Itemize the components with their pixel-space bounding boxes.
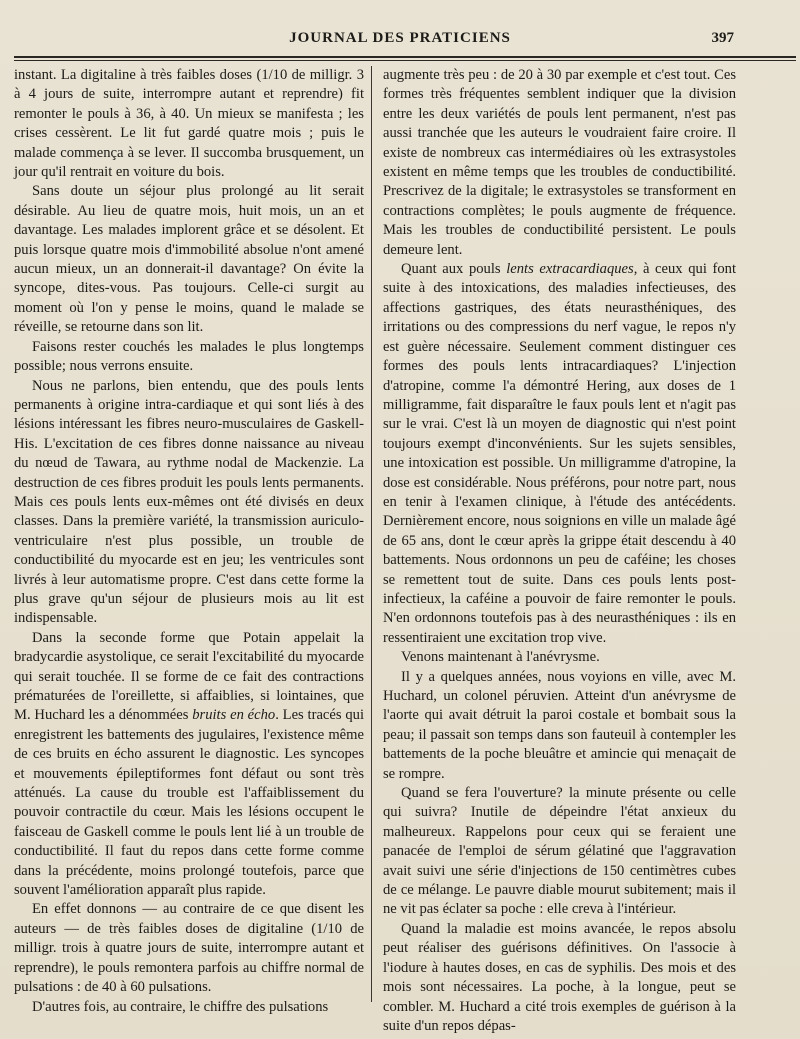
header-rule <box>14 56 796 58</box>
paragraph-text: . Les tracés qui enregistrent les battements des jugulaires, l'existence même de ces bruits en écho assurent le diagnostic. Les syncopes et mouvements épileptiformes font défaut ou sont très atténués. La cause du trouble est l'affaiblissement du pouvoir contractile du cœur. Mais les lésions occupent le faisceau de Gaskell comme le pouls lent lié à un trouble de conductibilité. Il faut du repos dans cette forme comme dans la précédente, moins prolongé toutefois, parce que souvent l'amélioration apparaît plus rapide. <box>14 707 364 899</box>
journal-title: JOURNAL DES PRATICIENS <box>289 30 511 46</box>
paragraph <box>383 784 736 920</box>
paragraph <box>14 377 364 629</box>
header-rule-thin <box>14 60 796 61</box>
paragraph-text: Quand se fera l'ouverture? la minute présente ou celle qui suivra? Inutile de dépeindre l'état anxieux du malheureux. Rappelons pour ceux qui se feraient une panacée de l'emploi de sérum gélatiné que l'aggravation avait suivi une série d'injections de 150 centimètres cubes de ce mélange. Le pauvre diable mourut subitement; mais il ne vit pas éclater sa poche : elle creva à l'intérieur. <box>383 785 736 918</box>
paragraph <box>14 182 364 337</box>
paragraph-text: augmente très peu : de 20 à 30 par exemple et c'est tout. Ces formes très fréquentes semblent indiquer que la division entre les deux variétés de pouls lent permanent, n'est pas aussi tranchée que les auteurs le voudraient faire croire. Il existe de nombreux cas intermédiaires où les extrasystoles existent en même temps que les troubles de conductibilité. Prescrivez de la digitale; le extrasystoles se transforment en contractions complètes; le pouls augmente de fréquence. Mais les troubles de conductibilité persistent. Le pouls demeure lent. <box>383 67 736 258</box>
paragraph-text: Quand la maladie est moins avancée, le repos absolu peut réaliser des guérisons définitives. On l'associe à l'iodure à hautes doses, en cas de syphilis. Des mois et des mois sont nécessaires. La poche, à la longue, peut se combler. M. Huchard a cité trois exemples de guérison à la suite d'un repos dépas- <box>383 920 736 1034</box>
page-number: 397 <box>711 30 734 46</box>
paragraph <box>14 66 364 182</box>
italic-term: bruits en écho <box>192 707 276 724</box>
paragraph-text: Sans doute un séjour plus prolongé au lit serait désirable. Au lieu de quatre mois, huit mois, un an et davantage. Les malades implorent grâce et se désolent. Et puis lorsque quatre mois d'immobilité absolue n'ont amené aucun mieux, un an donnerait-il davantage? On évite la syncope, dites-vous. Pas toujours. Celle-ci surgit au moment où l'on y pense le moins, quand le malade se réveille, se retourne dans son lit. <box>14 183 364 336</box>
right-column <box>383 66 736 1034</box>
paragraph-text: D'autres fois, au contraire, le chiffre des pulsations <box>32 998 329 1015</box>
paragraph <box>383 648 736 667</box>
paragraph <box>14 629 364 901</box>
paragraph <box>14 338 364 377</box>
paragraph <box>383 920 736 1036</box>
paragraph-text: Faisons rester couchés les malades le plus longtemps possible; nous verrons ensuite. <box>14 338 364 375</box>
paragraph-text: Il y a quelques années, nous voyions en ville, avec M. Huchard, un colonel péruvien. Atteint d'un anévrysme de l'aorte qui avait détruit la paroi costale et bombait sous la peau; il passait son temps dans son fauteuil à contempler les battements de la poche bleuâtre et amincie qui menaçait de se rompre. <box>383 668 736 782</box>
paragraph <box>383 66 736 260</box>
paragraph <box>14 998 364 1017</box>
left-column <box>14 66 364 1015</box>
paragraph-text: Venons maintenant à l'anévrysme. <box>401 649 600 666</box>
running-header <box>14 28 786 52</box>
paragraph <box>383 260 736 648</box>
paragraph <box>383 668 736 784</box>
column-divider <box>371 66 372 1002</box>
paragraph-text: En effet donnons — au contraire de ce que disent les auteurs — de très faibles doses de digitaline (1/10 de milligr. trois à quatre jours de suite, interrompre autant et reprendre), le pouls remontera parfois au chiffre normal de pulsations : de 40 à 60 pulsations. <box>14 901 364 996</box>
paragraph-text: , à ceux qui font suite à des intoxications, des maladies infectieuses, des affections gastriques, des états neurasthéniques, des irritations ou des compressions du nerf vague, le repos n'y est guère nécessaire. Seulement comment distinguer ces formes des pouls lents intracardiaques? L'injection d'atropine, comme l'a démontré Hering, aux doses de 1 milligramme, fait disparaître le faux pouls lent et n'agit pas sur le vrai. C'est là un moyen de diagnostic qui n'est point toujours exempt d'inconvénients. Sur les sujets sensibles, une intoxication est possible. Un milligramme d'atropine, la dose est considérable. Nous préférons, pour notre part, nous en tenir à l'examen clinique, à l'étude des antécédents. Dernièrement encore, nous soignions en ville un malade âgé de 65 ans, dont le cœur après la grippe était descendu à 40 battements. Nous ordonnons un peu de caféine; les choses se remettent tout de suite. Dans ces pouls lents post-infectieux, la caféine a pouvoir de faire remonter le pouls. N'en ordonnons toutefois pas à des neurasthéniques : ils en ressentiraient une excitation trop vive. <box>383 261 736 646</box>
paragraph-text: Dans la seconde forme que Potain appelait la bradycardie asystolique, ce serait l'excitabilité du myocarde qui serait touchée. Il se forme de ce fait des contractions prématurées de l'oreillette, si affaiblies, si lointaines, que M. Huchard les a dénommées <box>14 629 364 724</box>
paragraph-text: instant. La digitaline à très faibles doses (1/10 de milligr. 3 à 4 jours de suite, interrompre autant et reprendre) fit remonter le pouls à 36, à 40. Un mieux se manifesta ; les crises cessèrent. Le lit fut gardé quatre mois ; puis le malade commença à se lever. Il succomba brusquement, un jour qu'il rentrait en voiture du bois. <box>14 67 364 181</box>
paragraph <box>14 900 364 997</box>
paragraph-text: Quant aux pouls <box>401 261 507 278</box>
italic-term: lents extracardiaques <box>506 261 634 278</box>
paragraph-text: Nous ne parlons, bien entendu, que des pouls lents permanents à origine intra-cardiaque et qui sont liés à des lésions intéressant les fibres neuro-musculaires de Gaskell-His. L'excitation de ces fibres donne naissance au niveau du nœud de Tawara, au rythme nodal de Mackenzie. La destruction de ces fibres produit les pouls lents permanents. Mais ces pouls lents eux-mêmes ont été divisés en deux classes. Dans la première variété, la transmission auriculo-ventriculaire n'est plus possible, un trouble de conductibilité du myocarde est en jeu; les ventricules sont livrés à leur automatisme propre. C'est dans cette forme la plus grave qu'un séjour de plusieurs mois au lit est indispensable. <box>14 377 364 627</box>
